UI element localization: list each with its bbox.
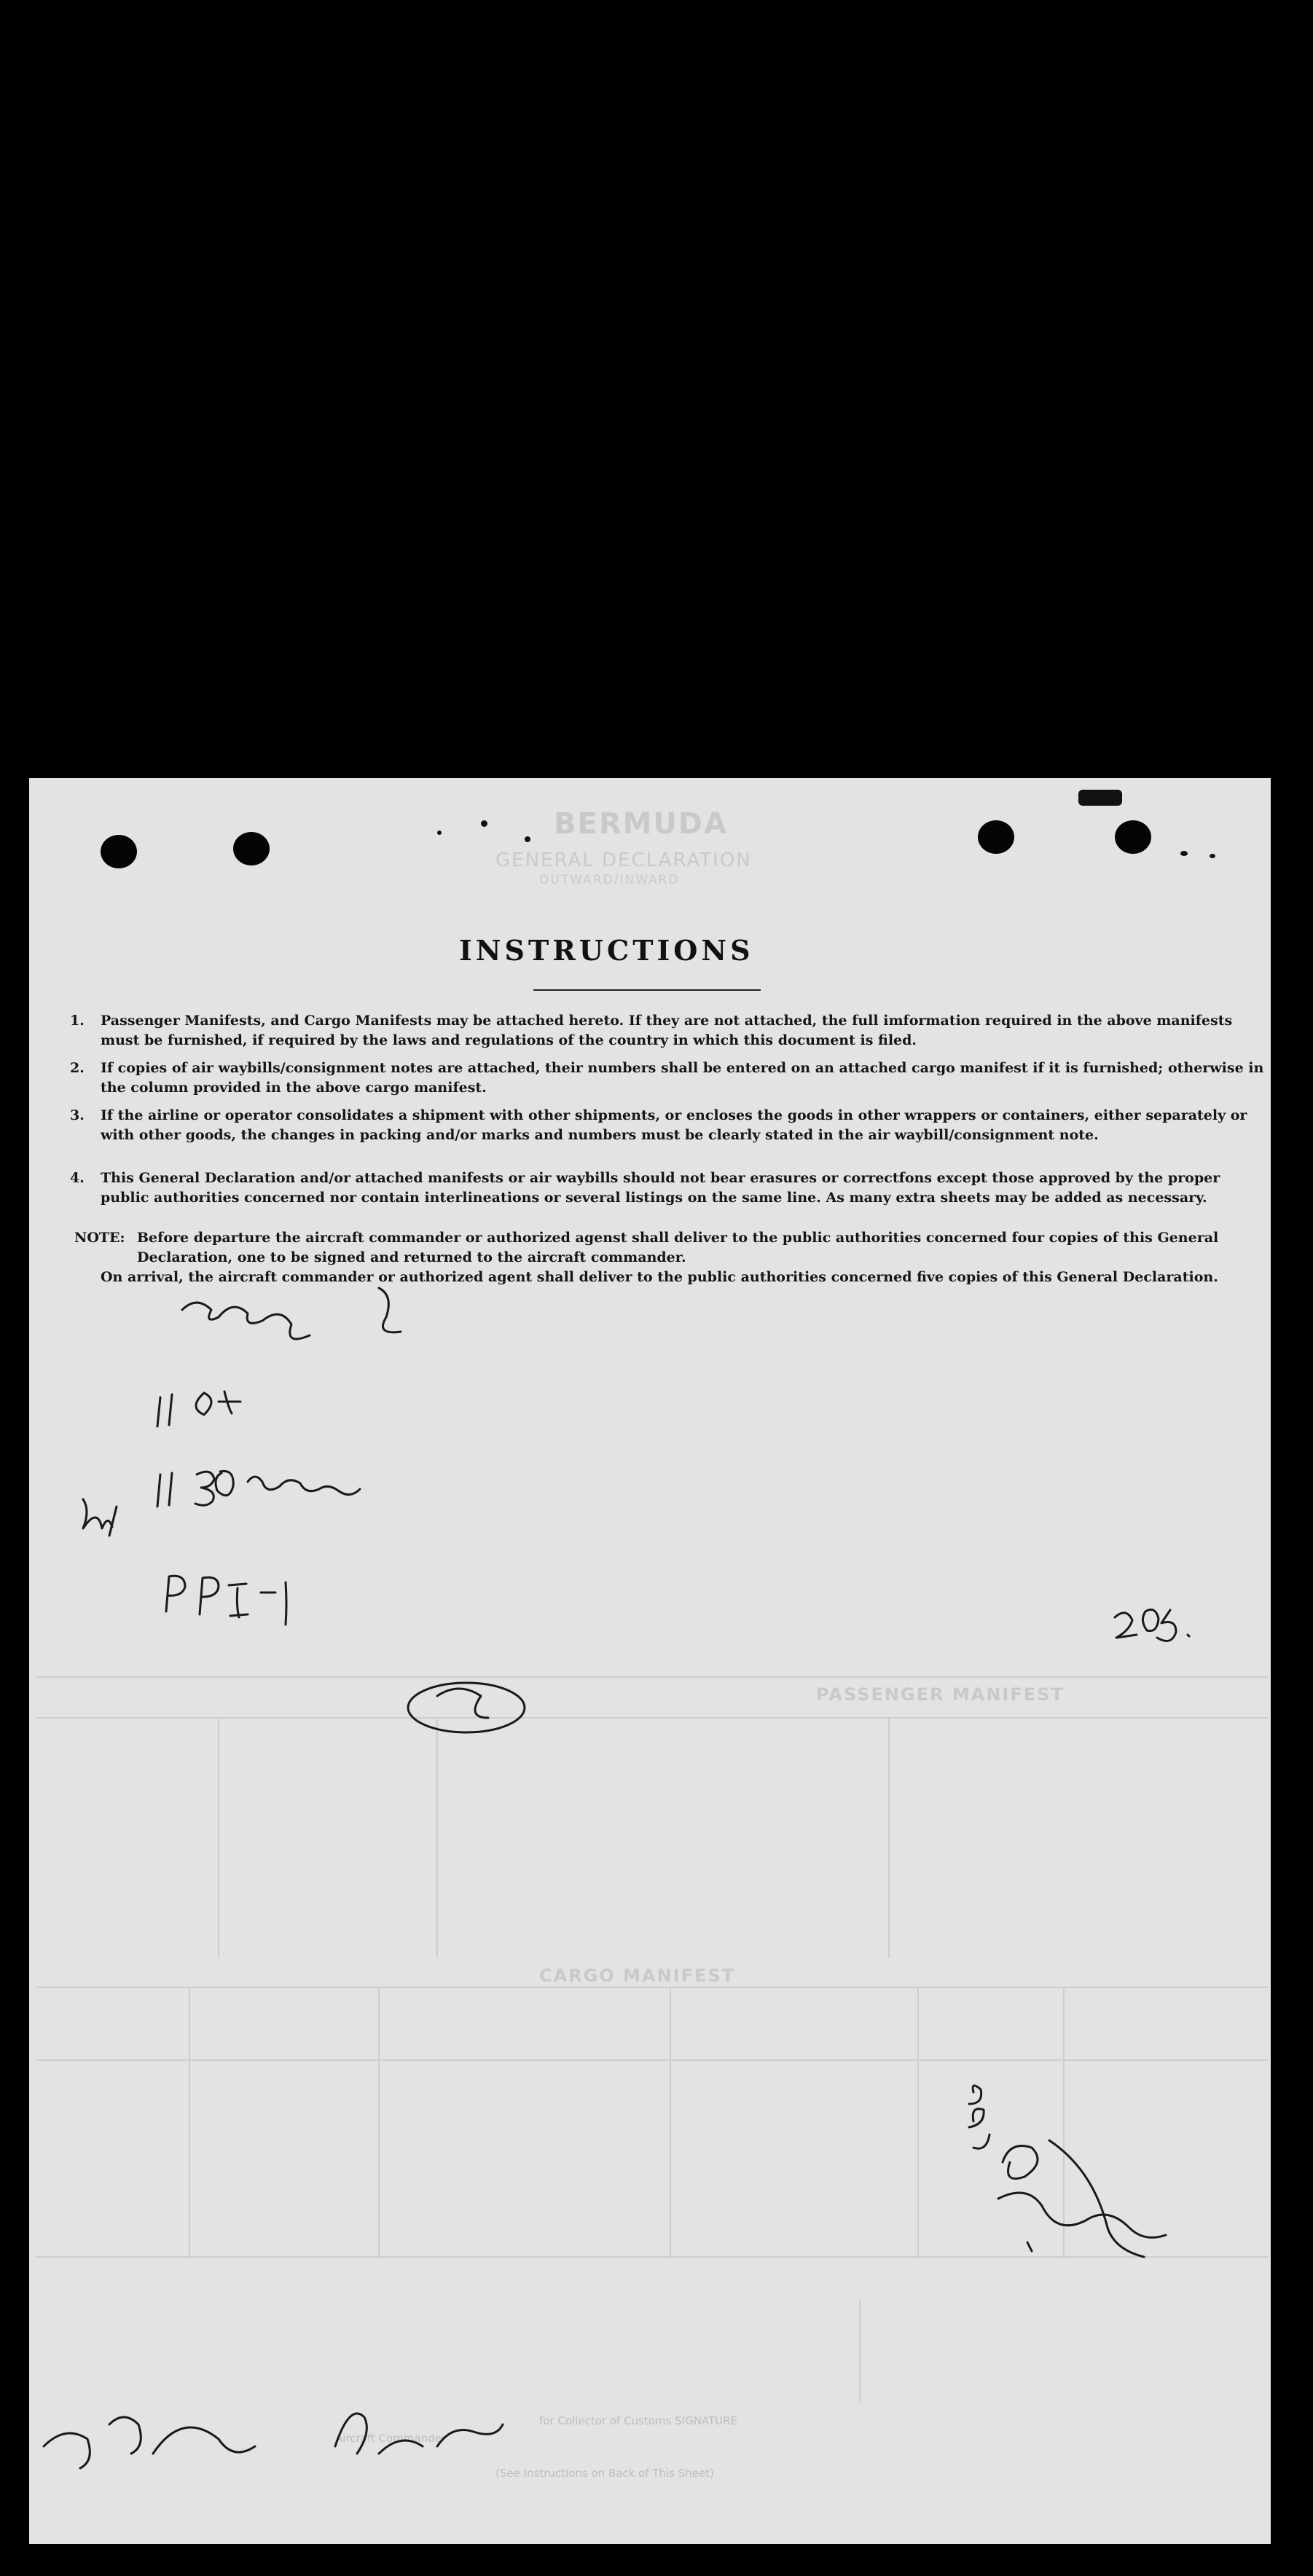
show-through-passenger-heading: PASSENGER MANIFEST [816,1684,1065,1705]
declaration-sheet [29,778,1271,2544]
show-through-subheader: GENERAL DECLARATION [495,849,752,871]
instruction-number: 2. [70,1060,85,1076]
arrival-note: On arrival, the aircraft commander or authorized agent shall deliver to the public authorities concerned five copies of this General Declaration. [101,1269,1218,1285]
note-text: Before departure the aircraft commander or authorized agenst shall deliver to the public authorities concerned four copies of this General Declaration, one to be signed and returned to the aircraft commander. [137,1230,1219,1265]
show-through-cargo-heading: CARGO MANIFEST [539,1966,736,1986]
page-title: INSTRUCTIONS [459,934,754,967]
instruction-text: If copies of air waybills/consignment notes are attached, their numbers shall be entered on an attached cargo manifest if it is furnished; otherwise in the column provided in the above cargo manifest. [101,1060,1264,1096]
show-through-subheader-2: OUTWARD/INWARD [539,873,680,887]
show-through-back-note: (See Instructions on Back of This Sheet) [495,2467,714,2480]
instruction-text: Passenger Manifests, and Cargo Manifests may be attached hereto. If they are not attached, the full imformation required in the above manifests must be furnished, if required by the laws and regulations of the country in which this document is filed. [101,1013,1233,1048]
note-label: NOTE: [74,1230,125,1246]
show-through-signature-caption: Aircraft Commander [335,2432,447,2445]
instruction-number: 4. [70,1170,85,1186]
show-through-header: BERMUDA [554,807,729,841]
instruction-text: This General Declaration and/or attached manifests or air waybills should not bear erasures or correctfons except those approved by the proper public authorities concerned nor contain interlineations or several listings on the same line. As many extra sheets may be added as necessary. [101,1170,1220,1206]
instruction-number: 3. [70,1107,85,1123]
handwritten-annotations [29,778,1271,2544]
instruction-text: If the airline or operator consolidates a shipment with other shipments, or encloses the goods in other wrappers or containers, either separately or with other goods, the changes in packing and/or marks and numbers must be clearly stated in the air waybill/consignment note. [101,1107,1247,1143]
show-through-collector-caption: for Collector of Customs SIGNATURE [539,2414,738,2427]
instruction-number: 1. [70,1013,85,1029]
